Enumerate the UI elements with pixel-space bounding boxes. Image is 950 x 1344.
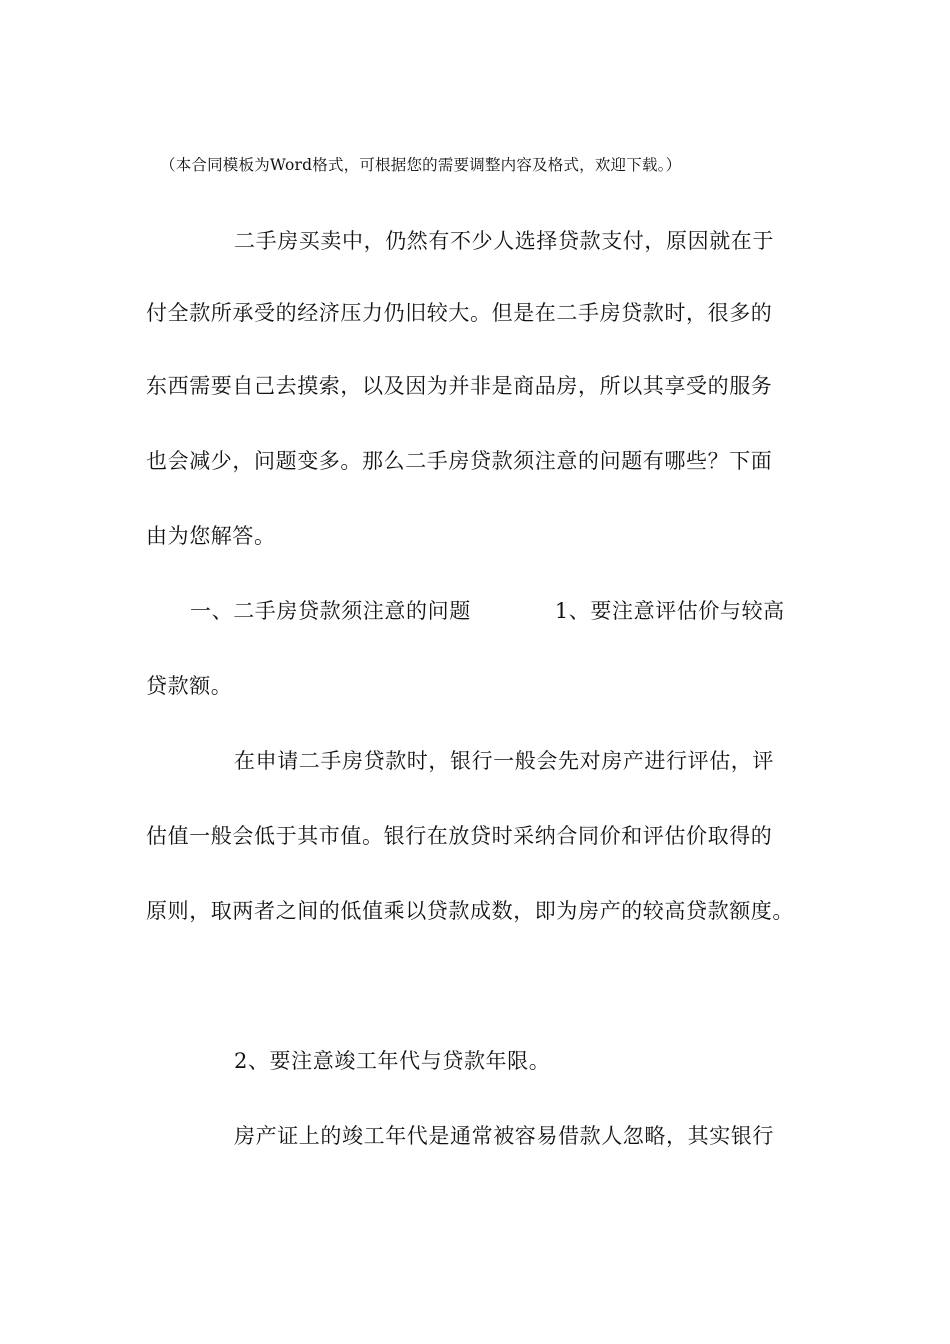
item1-body-line-1: 在申请二手房贷款时，银行一般会先对房产进行评估，评 [234, 749, 774, 773]
section-heading: 一、二手房贷款须注意的问题 [190, 599, 471, 623]
item2-body-line-1: 房产证上的竣工年代是通常被容易借款人忽略，其实银行 [234, 1124, 774, 1148]
item1-body-line-3: 原则，取两者之间的低值乘以贷款成数，即为房产的较高贷款额度。 [146, 899, 794, 923]
paragraph-line-2: 付全款所承受的经济压力仍旧较大。但是在二手房贷款时，很多的 [146, 301, 773, 325]
paragraph-line-4: 也会减少，问题变多。那么二手房贷款须注意的问题有哪些？下面 [146, 449, 773, 473]
item1-body-line-2: 估值一般会低于其市值。银行在放贷时采纳合同价和评估价取得的 [146, 824, 773, 848]
section-heading-line [190, 596, 785, 626]
paragraph-line-3: 东西需要自己去摸索，以及因为并非是商品房，所以其享受的服务 [146, 374, 773, 398]
paragraph-line-1: 二手房买卖中，仍然有不少人选择贷款支付，原因就在于 [234, 229, 774, 253]
paragraph-line-5: 由为您解答。 [146, 524, 276, 548]
item2-title: 2、要注意竣工年代与贷款年限。 [234, 1049, 551, 1073]
item1-title-part1: 1、要注意评估价与较高 [554, 599, 785, 623]
template-note: （本合同模板为Word格式，可根据您的需要调整内容及格式，欢迎下载。） [160, 156, 682, 174]
item1-title-part2: 贷款额。 [146, 674, 233, 698]
